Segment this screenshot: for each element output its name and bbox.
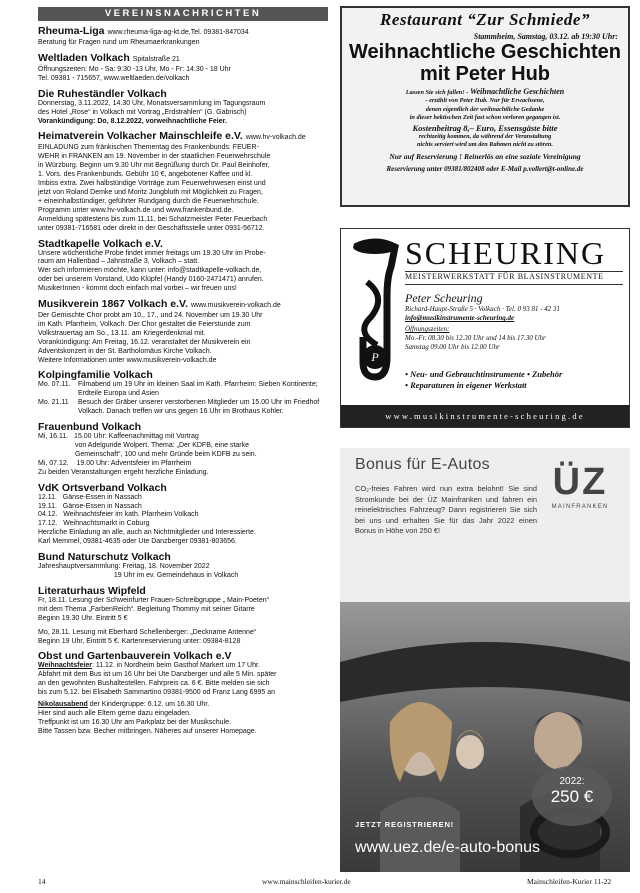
ad-title: Restaurant “Zur Schmiede” — [380, 10, 590, 29]
club-text: Wer sich informieren möchte, kann unter: info@stadtkapelle-volkach.de, — [38, 267, 262, 275]
club-text: Mo, 28.11. Lesung mit Eberhard Schellenberger: „Deckname Antenne“ — [38, 628, 257, 636]
ad-text: CO₂-freies Fahren wird nun extra belohnt! Sie sind Stromkunde bei der ÜZ Mainfranken und fahren ein reinelektrisches Fahrzeug? Dann registrieren Sie sich bei uns und erhalten Sie für das Jahr 2022 einen Bonus in Höhe von 250 €! — [355, 484, 537, 536]
club-bund-naturschutz — [38, 551, 328, 581]
club-obst-gartenbau — [38, 650, 328, 736]
club-text: : 11.12. in Nordheim beim Gasthof Markert um 17 Uhr. — [91, 662, 260, 670]
club-title: Rheuma-Liga — [38, 25, 105, 37]
club-text: 17.12. Weihnachtsmarkt in Coburg — [38, 520, 150, 528]
club-title: Musikverein 1867 Volkach e.V. — [38, 298, 189, 311]
club-text: Volkstrauertag am So., 13.11. am Kriegerdenkmal mit. — [38, 329, 206, 337]
club-musikverein — [38, 298, 328, 365]
footer-website[interactable]: www.mainschleifen-kurier.de — [262, 877, 351, 886]
club-text: Adventskonzert in der St. Bartholomäus Kirche Volkach. — [38, 347, 212, 355]
club-text: WEHR in FRANKEN am 19. November in der staatlichen Feuerwehrschule — [38, 153, 271, 161]
ad-text: in dieser hektischen Zeit fast schon verloren gegangen ist. — [409, 113, 561, 121]
club-phone: Tel. 09381-847034 — [190, 29, 249, 36]
bonus-amount: 250 € — [550, 787, 594, 806]
club-text: Gemeinschaft“, 100 und mehr Gründe beim KDFB zu sein. — [38, 450, 257, 458]
photo-illustration — [340, 602, 630, 872]
ad-uez — [340, 448, 630, 872]
club-address: Spitalstraße 21 — [132, 55, 180, 63]
footer-issue: Mainschleifen-Kurier 11-22 — [527, 877, 612, 886]
club-weltladen — [38, 52, 328, 84]
club-heimatverein — [38, 130, 328, 233]
club-text: + eineinhalbstündiger, geführter Rundgang durch die Feuerwehrschule. — [38, 197, 259, 205]
club-text: der Kindergruppe: 6.12. um 16.30 Uhr. — [87, 701, 210, 709]
shop-subtitle: MEISTERWERKSTATT FÜR BLASINSTRUMENTE — [405, 272, 604, 281]
ad-title: Bonus für E-Autos — [355, 456, 490, 473]
club-text: Bitte Tassen bzw. Becher mitbringen. Näheres auf unserer Homepage. — [38, 727, 257, 735]
shop-address: Richard-Haupt-Straße 5 · Volkach · Tel. 0 93 81 - 42 31 — [405, 305, 561, 313]
club-title: Literaturhaus Wipfeld — [38, 584, 146, 597]
club-text: Vorankündigung: Do, 8.12.2022, vorweihnachtliche Feier. — [38, 117, 227, 125]
ad-restaurant — [340, 6, 630, 207]
club-text: Tel. 09381 - 715657, www.weltlaeden.de/volkach — [38, 74, 190, 82]
club-text: 1. Vors. des Frankenbunds. Gebühr 10 €, angebotener Kaffee und kl. — [38, 171, 253, 179]
bonus-year: 2022: — [559, 776, 585, 787]
club-title: Die Ruheständler Volkach — [38, 87, 167, 100]
club-title: Frauenbund Volkach — [38, 421, 142, 434]
ad-text-emphasis: Weihnachtliche Geschichten — [469, 87, 565, 96]
club-kolping — [38, 369, 328, 417]
hours-line: Samstag 09.00 Uhr bis 12.00 Uhr — [405, 343, 500, 351]
ad-price: Kostenbeitrag 8,– Euro, Essensgäste bitte — [412, 123, 558, 134]
ad-text: Lassen Sie sich fallen! - — [405, 89, 470, 96]
uez-logo-mark: ÜZ — [552, 461, 608, 503]
club-text: Beginn 19 Uhr, Eintritt 5 €. Kartenreservierung unter: 09384-8128 — [38, 637, 241, 645]
ad-headline: Weihnachtliche Geschichten — [349, 41, 621, 63]
vereinsnachrichten-column — [38, 7, 328, 737]
club-title: Heimatverein Volkacher Mainschleife e.V. — [38, 130, 243, 143]
club-text: von Adelgunde Wolpert. Thema: „Der KDFB, eine starke — [38, 442, 250, 449]
club-text: Mi, 07.12. 19.00 Uhr: Adventsfeier im Pfarrheim — [38, 459, 192, 467]
club-text: Programm unter www.hv-volkach.de und www.frankenbund.de. — [38, 206, 234, 214]
club-text: EINLADUNG zum fränkischen Thementag des Frankenbunds: FEUER- — [38, 144, 259, 152]
club-stadtkapelle — [38, 238, 328, 295]
club-ruhestaendler — [38, 88, 328, 127]
section-header: VEREINSNACHRICHTEN — [38, 7, 328, 21]
club-text: 04.12. Weihnachtsfeier im kath. Pfarrheim Volkach — [38, 511, 199, 519]
club-text: 19 Uhr im ev. Gemeindehaus in Volkach — [38, 571, 239, 579]
club-text: bis zum 5.12. bei Elisabeth Sammartino 09381-9500 od Franz Lang 6995 an — [38, 689, 275, 697]
club-text: Jahreshauptversammlung: Freitag, 18. November 2022 — [38, 563, 210, 571]
ad-url[interactable]: www.uez.de/e-auto-bonus — [355, 839, 540, 856]
event-label: Nikolausabend — [38, 701, 88, 709]
service-bullet: • Reparaturen in eigener Werkstatt — [405, 380, 527, 390]
club-text: an den gewohnten Bushaltestellen. Fahrpreis ca. 6 €. Bitte melden sie sich — [38, 680, 270, 688]
ad-text: nichts serviert wird um den Rahmen nicht zu stören. — [417, 141, 553, 149]
ad-text: denen eigentlich der weihnachtliche Gedanke — [425, 105, 545, 113]
club-text: Unsere wöchentliche Probe findet immer freitags um 19.30 Uhr im Probe- — [38, 249, 266, 257]
club-text: Anmeldung spätestens bis zum 11.11. bei Schatzmeister Peter Feuerbach — [38, 215, 268, 223]
tuba-logo-icon — [347, 237, 403, 387]
hours-title: Öffnungszeiten: — [405, 325, 450, 333]
uez-logo — [545, 460, 615, 510]
club-title: Weltladen Volkach — [38, 51, 130, 64]
ad-date: Stammheim, Samstag, 03.12. ab 19:30 Uhr: — [473, 32, 618, 41]
event-label: Weihnachtsfeier — [38, 662, 92, 670]
club-text: oder bei unserem Vorstand, Udo Klüpfel (Handy 0160-2471471) anrufen. — [38, 276, 264, 284]
club-text: im Kath. Pfarrheim, Volkach. Der Chor gestaltet die Feierstunde zum — [38, 320, 251, 328]
club-text: Hier sind auch alle Eltern gerne dazu eingeladen. — [38, 709, 191, 717]
club-text: 12.11. Gänse-Essen in Nassach — [38, 493, 142, 501]
car-family-photo — [340, 602, 630, 872]
club-text: mit dem Thema „FarbenReich“. Begleitung Thommy mit seiner Gitarre — [38, 605, 255, 613]
ad-reservation: Reservierung unter 09381/802408 oder E-Mail p.vollert@t-online.de — [386, 164, 584, 173]
club-text: Karl Memmel, 09381-4635 oder Ute Danzberger 09381-803656. — [38, 538, 237, 546]
shop-website[interactable]: www.musikinstrumente-scheuring.de — [341, 405, 629, 427]
ad-text: - erzählt von Peter Hub. Nur für Erwachsene, — [425, 97, 545, 105]
club-text: in Würzburg. Beginn um 9.30 Uhr mit Begrüßung durch Dr. Paul Beinhofer, — [38, 162, 270, 170]
club-title: Bund Naturschutz Volkach — [38, 551, 171, 564]
event-row — [38, 399, 328, 417]
club-text: Imbiss extra. Zwei halbstündige Vorträge zum Feuerwehrwesen einst und — [38, 180, 266, 188]
event-date: Mo. 21.11 — [38, 399, 69, 407]
register-cta[interactable]: JETZT REGISTRIEREN! — [355, 820, 454, 829]
club-text: jetzt von Roland Demke und Moritz Jungbluth mit Möglichkeit zu Fragen, — [38, 188, 263, 196]
club-text: MusikerInnen - kommt doch einfach mal vorbei – wir freuen uns! — [38, 285, 237, 293]
club-text: Beginn 19.30 Uhr. Eintritt 5 € — [38, 614, 128, 622]
event-row — [38, 381, 328, 399]
divider — [405, 284, 623, 285]
shop-name: SCHEURING — [405, 235, 607, 271]
club-text: des Hotel „Rose“ in Volkach mit Vortrag „Erdstrahlen“ (G. Gabrisch) — [38, 108, 247, 116]
club-text: 19.11. Gänse-Essen in Nassach — [38, 502, 142, 510]
club-text: Beratung für Fragen rund um Rheumaerkrankungen — [38, 39, 200, 46]
club-text: Abfahrt mit dem Bus ist um 16 Uhr bei Ute Danzberger und alle 5 Min. später — [38, 671, 277, 679]
club-rheuma-liga — [38, 25, 328, 48]
uez-logo-sub: MAINFRANKEN — [551, 504, 609, 510]
ad-headline: mit Peter Hub — [419, 63, 551, 85]
club-text: Mi, 16.11. 15.00 Uhr: Kaffeenachmittag mit Vortrag — [38, 433, 199, 441]
club-text: Herzliche Einladung an alle, auch an Nichtmitglieder und Interessierte. — [38, 529, 256, 537]
page-number: 14 — [38, 877, 46, 886]
club-text: Öffnungszeiten: Mo - Sa: 9:30 -13 Uhr, Mo - Fr: 14:30 - 18 Uhr — [38, 65, 231, 73]
club-text: Weitere Informationen unter www.musikverein-volkach.de — [38, 356, 217, 364]
club-text: Der Gemischte Chor probt am 10., 17., und 24. November um 19.30 Uhr — [38, 312, 263, 320]
club-text: Donnerstag, 3.11.2022, 14.30 Uhr, Monatsversammlung im Tagungsraum — [38, 99, 266, 107]
club-text: Zu beiden Veranstaltungen ergeht herzliche Einladung. — [38, 468, 209, 476]
club-text: Vorankündigung: Am Freitag, 16.12. veranstaltet der Musikverein ein — [38, 338, 251, 346]
club-vdk — [38, 482, 328, 547]
owner-name: Peter Scheuring — [405, 291, 483, 305]
club-url[interactable]: www.musikverein-volkach.de — [190, 302, 281, 310]
club-title: Stadtkapelle Volkach e.V. — [38, 237, 163, 250]
club-title: Kolpingfamilie Volkach — [38, 369, 153, 382]
club-url[interactable]: www.hv-volkach.de — [245, 134, 306, 142]
club-title: Obst und Gartenbauverein Volkach e.V — [38, 650, 232, 663]
club-text: Treffpunkt ist um 16.30 Uhr am Parkplatz bei der Musikschule. — [38, 718, 231, 726]
club-url[interactable]: www.rheuma-liga-ag-kt.de, — [107, 29, 191, 36]
club-text: Fr, 18.11. Lesung der Schweinfurter Frauen-Schreibgruppe „ Main-Poeten“ — [38, 596, 269, 604]
service-bullet: • Neu- und Gebrauchtinstrumente • Zubehör — [405, 369, 563, 379]
ad-text: rechtzeitig kommen, da während der Veranstaltung — [418, 133, 552, 141]
ad-scheuring — [340, 228, 630, 428]
hours-line: Mo.-Fr. 08.30 bis 12.30 Uhr und 14 bis 17.30 Uhr — [405, 334, 546, 342]
event-text: Filmabend um 19 Uhr im kleinen Saal im Kath. Pfarrheim: Sieben Kontinente; Erdteile Europa und Asien — [78, 381, 318, 398]
bonus-badge — [532, 766, 612, 826]
shop-email[interactable]: info@musikinstrumente-scheuring.de — [405, 314, 515, 322]
club-text: raum am Hallenbad – Jahnstraße 3, Volkach – statt. — [38, 258, 200, 266]
event-date: Mo. 07.11. — [38, 381, 71, 389]
event-text: Besuch der Gräber unserer verstorbenen Mitglieder um 15.00 Uhr im Friedhof Volkach. Danach treffen wir uns gegen 16 Uhr im Brothaus Kohler. — [78, 399, 320, 416]
club-title: VdK Ortsverband Volkach — [38, 481, 167, 494]
club-frauenbund — [38, 421, 328, 478]
ad-text: Nur auf Reservierung ! Reinerlös an eine soziale Vereinigung — [389, 151, 581, 161]
club-text: unter 09381-716581 oder direkt in der Geschäftsstelle unter 0931-56712. — [38, 224, 265, 232]
club-literaturhaus — [38, 585, 328, 647]
svg-text:P: P — [371, 350, 379, 364]
